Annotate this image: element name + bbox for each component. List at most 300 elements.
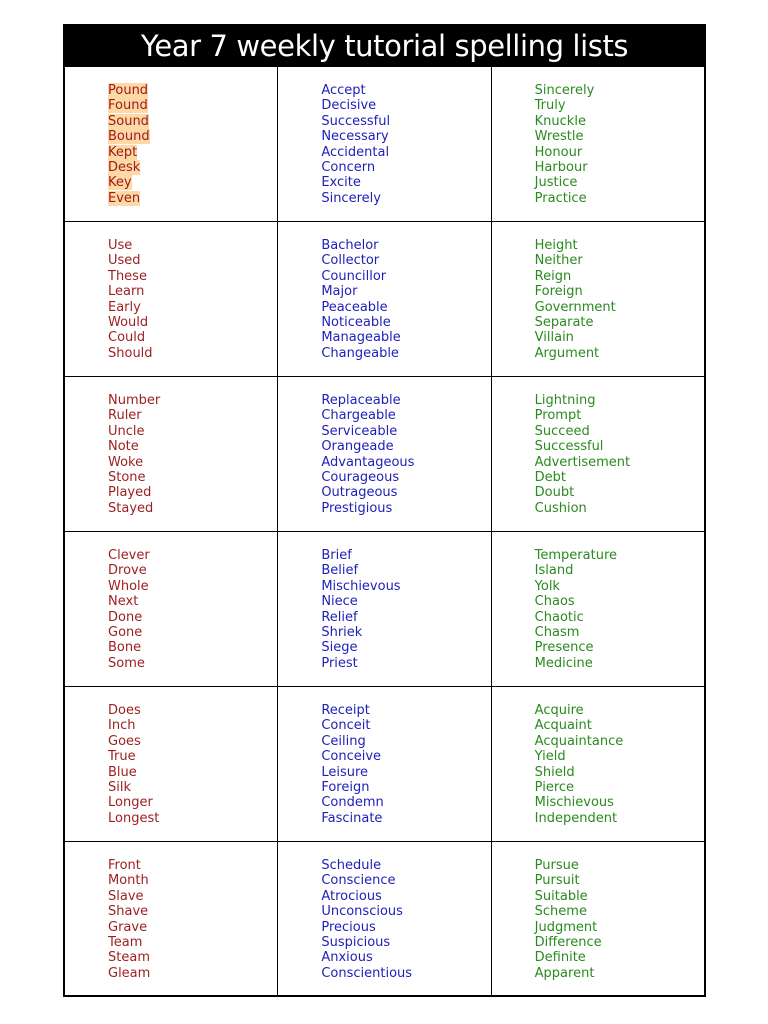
spelling-word xyxy=(108,889,277,904)
word-list xyxy=(278,377,490,516)
spelling-word xyxy=(108,703,277,718)
spelling-word-text: Independent xyxy=(534,810,618,826)
spelling-word-text: Wrestle xyxy=(534,129,584,145)
spelling-word xyxy=(321,656,490,671)
spelling-word-text: Lightning xyxy=(534,393,596,408)
spelling-word xyxy=(108,966,277,981)
spelling-word-text: Argument xyxy=(534,345,600,361)
spelling-word xyxy=(108,563,277,578)
spelling-word-text: Goes xyxy=(108,733,141,749)
spelling-word-text: Acquaintance xyxy=(534,733,624,749)
word-list-cell xyxy=(491,222,704,377)
spelling-word xyxy=(535,718,704,733)
spelling-word-text: Councillor xyxy=(321,268,387,284)
spelling-word-text: Sound xyxy=(108,113,149,129)
spelling-word-text: Suspicious xyxy=(321,935,391,951)
spelling-word-text: Gone xyxy=(108,625,143,641)
spelling-word xyxy=(535,129,704,144)
spelling-word-text: Bound xyxy=(108,129,150,145)
spelling-word-text: Note xyxy=(108,439,139,455)
spelling-word-text: Conscientious xyxy=(321,965,413,981)
word-list xyxy=(65,377,277,516)
spelling-word xyxy=(535,594,704,609)
spelling-word xyxy=(108,470,277,485)
spelling-word xyxy=(108,749,277,764)
word-list-cell xyxy=(278,687,491,842)
spelling-word-text: Presence xyxy=(534,640,594,656)
spelling-word-text: Prompt xyxy=(534,408,582,424)
spelling-word-text: Advertisement xyxy=(534,454,631,470)
spelling-word-text: Steam xyxy=(108,950,150,966)
spelling-word-text: Receipt xyxy=(321,703,370,718)
spelling-word xyxy=(535,439,704,454)
spelling-word-text: Chasm xyxy=(534,625,580,641)
spelling-word xyxy=(108,408,277,423)
spelling-word xyxy=(321,145,490,160)
spelling-word xyxy=(535,795,704,810)
word-list xyxy=(492,687,704,826)
spelling-word-text: Inch xyxy=(108,718,136,734)
spelling-word xyxy=(535,920,704,935)
spelling-word-text: Would xyxy=(108,315,149,331)
spelling-word xyxy=(108,455,277,470)
week-row xyxy=(65,67,704,222)
spelling-word-text: Leisure xyxy=(321,764,369,780)
spelling-word xyxy=(108,935,277,950)
spelling-word-text: Brief xyxy=(321,548,352,563)
spelling-word xyxy=(321,98,490,113)
spelling-word-text: Practice xyxy=(534,190,587,206)
spelling-word xyxy=(535,966,704,981)
spelling-word-text: Knuckle xyxy=(534,113,586,129)
spelling-word-text: Successful xyxy=(534,439,604,455)
spelling-word-text: Slave xyxy=(108,888,144,904)
spelling-word xyxy=(321,330,490,345)
word-list-cell xyxy=(278,377,491,532)
spelling-word xyxy=(535,175,704,190)
spelling-word-text: Fascinate xyxy=(321,810,383,826)
spelling-word xyxy=(535,408,704,423)
spelling-word xyxy=(108,114,277,129)
spelling-word-text: Manageable xyxy=(321,330,401,346)
word-list-cell xyxy=(65,842,278,997)
spelling-word-text: Conscience xyxy=(321,873,396,889)
word-list-cell xyxy=(65,377,278,532)
spelling-word xyxy=(108,129,277,144)
spelling-word-text: Foreign xyxy=(534,284,583,300)
word-list-cell xyxy=(491,842,704,997)
spelling-word-text: Team xyxy=(108,935,143,951)
spelling-list-sheet xyxy=(63,24,706,997)
spelling-word xyxy=(321,191,490,206)
spelling-word xyxy=(108,795,277,810)
spelling-word-text: Ruler xyxy=(108,408,142,424)
spelling-word xyxy=(108,191,277,206)
spelling-word xyxy=(321,114,490,129)
spelling-word xyxy=(535,501,704,516)
spelling-word-text: Kept xyxy=(108,144,138,160)
spelling-word xyxy=(321,485,490,500)
spelling-word-text: Does xyxy=(108,703,141,718)
spelling-word xyxy=(108,780,277,795)
word-list-cell xyxy=(65,532,278,687)
spelling-word-text: Stayed xyxy=(108,500,154,516)
spelling-word xyxy=(535,330,704,345)
spelling-word xyxy=(108,175,277,190)
spelling-word-text: Uncle xyxy=(108,423,145,439)
week-row xyxy=(65,687,704,842)
word-list-cell xyxy=(278,222,491,377)
spelling-word xyxy=(535,284,704,299)
word-list xyxy=(278,222,490,361)
spelling-word xyxy=(108,950,277,965)
spelling-word xyxy=(535,315,704,330)
word-list-cell xyxy=(278,532,491,687)
spelling-word xyxy=(535,579,704,594)
spelling-word xyxy=(108,300,277,315)
spelling-word-text: Pound xyxy=(108,83,149,98)
spelling-word xyxy=(535,253,704,268)
spelling-word-text: Conceive xyxy=(321,749,382,765)
spelling-word-text: Acquire xyxy=(534,703,584,718)
spelling-word xyxy=(321,610,490,625)
spelling-word xyxy=(321,935,490,950)
spelling-word xyxy=(535,765,704,780)
spelling-word xyxy=(321,950,490,965)
spelling-word xyxy=(108,610,277,625)
spelling-word-text: Pursuit xyxy=(534,873,580,889)
spelling-word-text: Unconscious xyxy=(321,904,403,920)
spelling-word-text: Temperature xyxy=(534,548,618,563)
word-list-cell xyxy=(65,687,278,842)
spelling-word xyxy=(321,238,490,253)
spelling-word-text: Doubt xyxy=(534,485,575,501)
spelling-word-text: Bone xyxy=(108,640,142,656)
spelling-word-text: Done xyxy=(108,609,143,625)
spelling-word xyxy=(535,238,704,253)
spelling-word xyxy=(535,455,704,470)
spelling-word xyxy=(108,253,277,268)
spelling-word-text: Successful xyxy=(321,113,391,129)
spelling-word xyxy=(535,269,704,284)
spelling-word-text: Pursue xyxy=(534,858,579,873)
spelling-word-text: Next xyxy=(108,594,139,610)
spelling-word xyxy=(108,238,277,253)
spelling-word xyxy=(108,734,277,749)
spelling-word-text: Chargeable xyxy=(321,408,396,424)
spelling-word-text: Apparent xyxy=(534,965,595,981)
spelling-word-text: Priest xyxy=(321,655,358,671)
spelling-word-text: Foreign xyxy=(321,780,370,796)
spelling-word xyxy=(108,83,277,98)
week-row xyxy=(65,532,704,687)
spelling-word-text: Shield xyxy=(534,764,575,780)
spelling-word-text: Height xyxy=(534,238,578,253)
spelling-word xyxy=(535,889,704,904)
spelling-word-text: Number xyxy=(108,393,161,408)
word-list xyxy=(492,67,704,206)
spelling-word xyxy=(321,253,490,268)
spelling-word xyxy=(321,718,490,733)
spelling-word-text: Accept xyxy=(321,83,366,98)
spelling-word xyxy=(321,563,490,578)
spelling-word-text: Medicine xyxy=(534,655,593,671)
spelling-word xyxy=(535,640,704,655)
spelling-word-text: Shriek xyxy=(321,625,363,641)
spelling-word-text: Peaceable xyxy=(321,299,388,315)
spelling-word xyxy=(321,795,490,810)
spelling-word-text: Should xyxy=(108,345,153,361)
spelling-word-text: Month xyxy=(108,873,149,889)
spelling-word-text: Found xyxy=(108,98,148,114)
spelling-word-text: Drove xyxy=(108,563,147,579)
spelling-word-text: Could xyxy=(108,330,146,346)
spelling-word-text: Villain xyxy=(534,330,574,346)
spelling-word-text: True xyxy=(108,749,136,765)
spelling-word xyxy=(321,873,490,888)
spelling-word xyxy=(535,734,704,749)
spelling-word-text: Debt xyxy=(534,470,567,486)
spelling-word xyxy=(321,640,490,655)
spelling-word xyxy=(535,563,704,578)
spelling-word-text: Changeable xyxy=(321,345,399,361)
spelling-word xyxy=(108,656,277,671)
spelling-word-text: Precious xyxy=(321,919,376,935)
spelling-word-text: Noticeable xyxy=(321,315,391,331)
spelling-word-text: Yolk xyxy=(534,578,560,594)
spelling-grid xyxy=(65,67,704,996)
spelling-word xyxy=(321,300,490,315)
spelling-word-text: Major xyxy=(321,284,358,300)
spelling-word xyxy=(108,718,277,733)
spelling-word-text: Sincerely xyxy=(321,190,381,206)
spelling-word xyxy=(535,160,704,175)
spelling-word xyxy=(535,858,704,873)
spelling-word-text: Judgment xyxy=(534,919,598,935)
spelling-word xyxy=(108,501,277,516)
spelling-word-text: Cushion xyxy=(534,500,587,516)
spelling-word xyxy=(535,548,704,563)
spelling-word xyxy=(108,765,277,780)
word-list xyxy=(278,842,490,981)
spelling-word-text: Succeed xyxy=(534,423,590,439)
spelling-word xyxy=(108,284,277,299)
spelling-word xyxy=(321,470,490,485)
spelling-word-text: Accidental xyxy=(321,144,390,160)
word-list-cell xyxy=(65,222,278,377)
spelling-word-text: Atrocious xyxy=(321,888,382,904)
word-list-cell xyxy=(491,377,704,532)
spelling-word-text: Advantageous xyxy=(321,454,415,470)
word-list xyxy=(278,532,490,671)
spelling-word-text: Siege xyxy=(321,640,358,656)
spelling-word-text: These xyxy=(108,268,147,284)
word-list xyxy=(492,842,704,981)
spelling-word xyxy=(108,485,277,500)
spelling-word-text: Separate xyxy=(534,315,594,331)
spelling-word xyxy=(321,889,490,904)
spelling-word xyxy=(321,811,490,826)
word-list xyxy=(65,532,277,671)
word-list xyxy=(65,842,277,981)
spelling-word xyxy=(321,858,490,873)
spelling-word-text: Gleam xyxy=(108,965,151,981)
word-list-cell xyxy=(65,67,278,222)
spelling-word-text: Yield xyxy=(534,749,566,765)
spelling-word-text: Definite xyxy=(534,950,586,966)
spelling-word-text: Government xyxy=(534,299,616,315)
spelling-word xyxy=(535,656,704,671)
spelling-word xyxy=(535,145,704,160)
spelling-word-text: Mischievous xyxy=(321,578,401,594)
word-list xyxy=(278,687,490,826)
spelling-word-text: Desk xyxy=(108,160,141,176)
word-list xyxy=(492,532,704,671)
word-list-cell xyxy=(491,532,704,687)
spelling-word xyxy=(321,160,490,175)
spelling-word-text: Justice xyxy=(534,175,578,191)
spelling-word xyxy=(108,315,277,330)
spelling-word xyxy=(321,966,490,981)
spelling-word xyxy=(321,920,490,935)
spelling-word-text: Played xyxy=(108,485,152,501)
spelling-word xyxy=(108,439,277,454)
spelling-word-text: Serviceable xyxy=(321,423,398,439)
spelling-word-text: Learn xyxy=(108,284,145,300)
spelling-word-text: Used xyxy=(108,253,141,269)
spelling-word-text: Chaos xyxy=(534,594,575,610)
spelling-word xyxy=(108,858,277,873)
spelling-word-text: Belief xyxy=(321,563,359,579)
spelling-word xyxy=(321,393,490,408)
spelling-word xyxy=(321,315,490,330)
week-row xyxy=(65,377,704,532)
spelling-word-text: Harbour xyxy=(534,160,588,176)
spelling-word xyxy=(108,579,277,594)
word-list-cell xyxy=(491,67,704,222)
spelling-word xyxy=(321,703,490,718)
page-title: Year 7 weekly tutorial spelling lists xyxy=(65,26,704,67)
spelling-word xyxy=(321,501,490,516)
spelling-word-text: Ceiling xyxy=(321,733,366,749)
word-list xyxy=(65,67,277,206)
spelling-word-text: Bachelor xyxy=(321,238,379,253)
spelling-word xyxy=(535,191,704,206)
spelling-word xyxy=(535,393,704,408)
spelling-word xyxy=(535,749,704,764)
spelling-word xyxy=(108,920,277,935)
spelling-word-text: Relief xyxy=(321,609,358,625)
spelling-word xyxy=(321,734,490,749)
spelling-word xyxy=(535,346,704,361)
spelling-word-text: Grave xyxy=(108,919,148,935)
spelling-word xyxy=(535,703,704,718)
spelling-word-text: Silk xyxy=(108,780,132,796)
spelling-word xyxy=(535,83,704,98)
spelling-word-text: Stone xyxy=(108,470,146,486)
spelling-word-text: Neither xyxy=(534,253,583,269)
spelling-word-text: Conceit xyxy=(321,718,371,734)
spelling-word-text: Longest xyxy=(108,810,160,826)
spelling-word xyxy=(108,594,277,609)
spelling-word-text: Early xyxy=(108,299,141,315)
spelling-word xyxy=(535,811,704,826)
spelling-word xyxy=(321,346,490,361)
spelling-word xyxy=(535,300,704,315)
spelling-word-text: Anxious xyxy=(321,950,373,966)
spelling-word xyxy=(535,470,704,485)
spelling-word-text: Shave xyxy=(108,904,149,920)
spelling-word xyxy=(321,269,490,284)
spelling-word-text: Woke xyxy=(108,454,144,470)
spelling-word xyxy=(108,625,277,640)
word-list xyxy=(492,222,704,361)
spelling-word-text: Even xyxy=(108,190,141,206)
spelling-word xyxy=(535,950,704,965)
spelling-word xyxy=(108,145,277,160)
spelling-word xyxy=(108,873,277,888)
spelling-word xyxy=(321,408,490,423)
spelling-word xyxy=(535,485,704,500)
spelling-word-text: Island xyxy=(534,563,574,579)
spelling-word xyxy=(321,548,490,563)
spelling-word xyxy=(108,269,277,284)
word-list xyxy=(278,67,490,206)
spelling-word-text: Orangeade xyxy=(321,439,394,455)
spelling-word xyxy=(108,904,277,919)
spelling-word xyxy=(321,424,490,439)
spelling-word-text: Chaotic xyxy=(534,609,584,625)
spelling-word-text: Longer xyxy=(108,795,153,811)
spelling-word xyxy=(108,548,277,563)
spelling-word-text: Scheme xyxy=(534,904,587,920)
spelling-word-text: Excite xyxy=(321,175,361,191)
spelling-word xyxy=(108,98,277,113)
spelling-word xyxy=(535,873,704,888)
spelling-word xyxy=(535,904,704,919)
spelling-word-text: Pierce xyxy=(534,780,575,796)
spelling-word xyxy=(321,780,490,795)
spelling-word xyxy=(321,83,490,98)
spelling-word-text: Truly xyxy=(534,98,566,114)
spelling-word xyxy=(321,904,490,919)
spelling-word xyxy=(321,455,490,470)
spelling-word xyxy=(321,594,490,609)
spelling-word xyxy=(321,284,490,299)
spelling-word-text: Acquaint xyxy=(534,718,592,734)
spelling-word xyxy=(108,424,277,439)
spelling-word xyxy=(535,625,704,640)
word-list-cell xyxy=(278,67,491,222)
spelling-word xyxy=(108,640,277,655)
spelling-word-text: Clever xyxy=(108,548,150,563)
word-list xyxy=(65,687,277,826)
spelling-word xyxy=(321,765,490,780)
spelling-word-text: Replaceable xyxy=(321,393,401,408)
spelling-word xyxy=(321,579,490,594)
spelling-word-text: Whole xyxy=(108,578,149,594)
spelling-word xyxy=(321,129,490,144)
spelling-word-text: Sincerely xyxy=(534,83,595,98)
spelling-word-text: Collector xyxy=(321,253,380,269)
spelling-word xyxy=(108,811,277,826)
spelling-word-text: Decisive xyxy=(321,98,377,114)
spelling-word-text: Front xyxy=(108,858,141,873)
word-list-cell xyxy=(278,842,491,997)
spelling-word xyxy=(108,346,277,361)
spelling-word-text: Condemn xyxy=(321,795,384,811)
spelling-word-text: Reign xyxy=(534,268,572,284)
